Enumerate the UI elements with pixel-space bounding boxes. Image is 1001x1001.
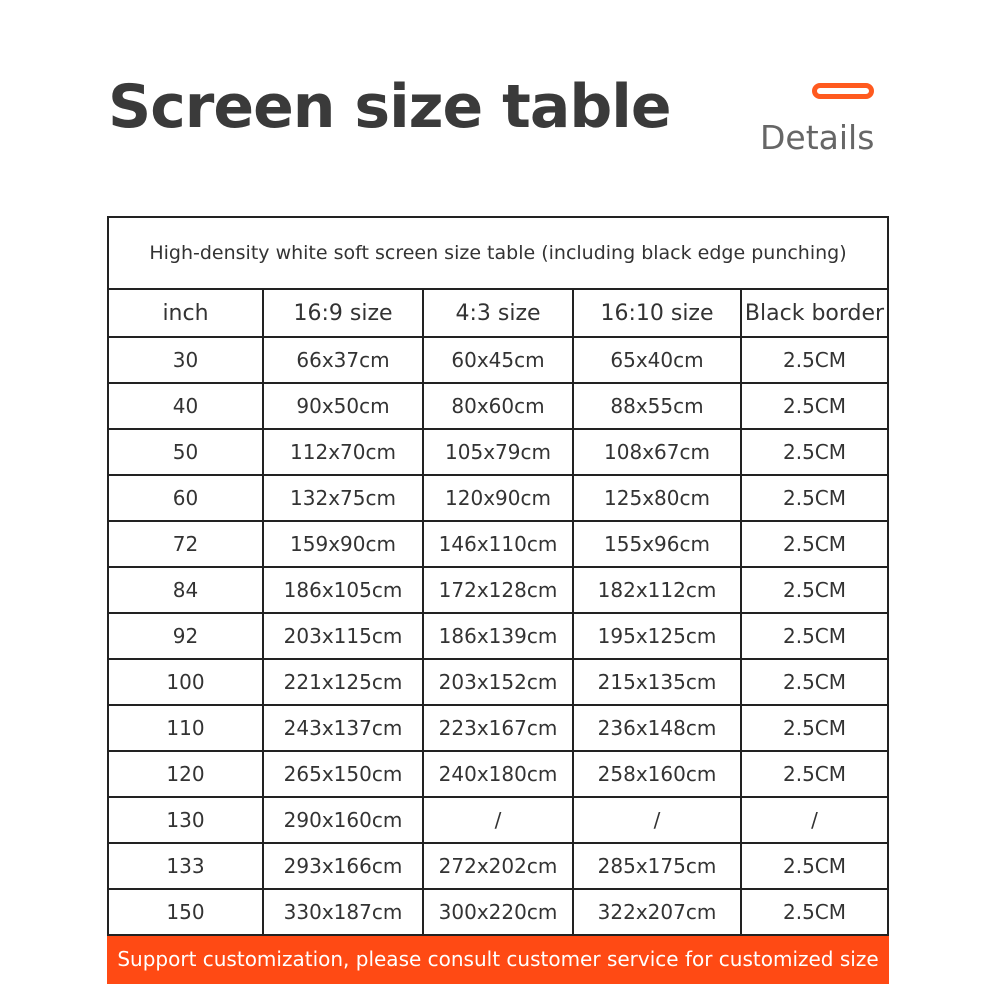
cell-16-9-size: 243x137cm bbox=[263, 705, 423, 751]
cell-4-3-size: 300x220cm bbox=[423, 889, 573, 935]
cell-black-border: 2.5CM bbox=[741, 521, 888, 567]
cell-black-border: 2.5CM bbox=[741, 889, 888, 935]
cell-4-3-size: 146x110cm bbox=[423, 521, 573, 567]
column-header-black-border: Black border bbox=[741, 289, 888, 337]
cell-16-9-size: 66x37cm bbox=[263, 337, 423, 383]
column-header-4-3: 4:3 size bbox=[423, 289, 573, 337]
cell-4-3-size: 120x90cm bbox=[423, 475, 573, 521]
cell-16-9-size: 203x115cm bbox=[263, 613, 423, 659]
cell-16-9-size: 265x150cm bbox=[263, 751, 423, 797]
cell-16-9-size: 90x50cm bbox=[263, 383, 423, 429]
cell-black-border: 2.5CM bbox=[741, 475, 888, 521]
cell-4-3-size: 186x139cm bbox=[423, 613, 573, 659]
cell-inch: 92 bbox=[108, 613, 263, 659]
cell-16-10-size: 215x135cm bbox=[573, 659, 741, 705]
cell-inch: 130 bbox=[108, 797, 263, 843]
cell-16-9-size: 112x70cm bbox=[263, 429, 423, 475]
cell-inch: 60 bbox=[108, 475, 263, 521]
cell-inch: 40 bbox=[108, 383, 263, 429]
table-row bbox=[108, 429, 888, 475]
cell-inch: 30 bbox=[108, 337, 263, 383]
cell-16-10-size: 195x125cm bbox=[573, 613, 741, 659]
column-header-inch: inch bbox=[108, 289, 263, 337]
cell-16-10-size: 285x175cm bbox=[573, 843, 741, 889]
cell-4-3-size: 223x167cm bbox=[423, 705, 573, 751]
cell-black-border: 2.5CM bbox=[741, 705, 888, 751]
column-header-16-10: 16:10 size bbox=[573, 289, 741, 337]
details-pill-icon bbox=[812, 83, 874, 99]
cell-16-10-size: / bbox=[573, 797, 741, 843]
cell-16-9-size: 159x90cm bbox=[263, 521, 423, 567]
table-header-row bbox=[108, 289, 888, 337]
table-caption: High-density white soft screen size table (including black edge punching) bbox=[108, 217, 888, 289]
cell-4-3-size: 105x79cm bbox=[423, 429, 573, 475]
table-row bbox=[108, 797, 888, 843]
cell-inch: 84 bbox=[108, 567, 263, 613]
table-row bbox=[108, 889, 888, 935]
cell-16-9-size: 186x105cm bbox=[263, 567, 423, 613]
table-row bbox=[108, 521, 888, 567]
table-row bbox=[108, 475, 888, 521]
cell-16-10-size: 182x112cm bbox=[573, 567, 741, 613]
cell-16-10-size: 88x55cm bbox=[573, 383, 741, 429]
cell-16-9-size: 293x166cm bbox=[263, 843, 423, 889]
cell-black-border: 2.5CM bbox=[741, 843, 888, 889]
table-row bbox=[108, 337, 888, 383]
cell-inch: 133 bbox=[108, 843, 263, 889]
cell-inch: 120 bbox=[108, 751, 263, 797]
cell-4-3-size: 272x202cm bbox=[423, 843, 573, 889]
cell-black-border: / bbox=[741, 797, 888, 843]
cell-black-border: 2.5CM bbox=[741, 751, 888, 797]
cell-16-9-size: 290x160cm bbox=[263, 797, 423, 843]
customization-notice: Support customization, please consult customer service for customized size bbox=[108, 935, 888, 983]
screen-size-table-container bbox=[107, 216, 887, 984]
cell-black-border: 2.5CM bbox=[741, 383, 888, 429]
cell-16-10-size: 125x80cm bbox=[573, 475, 741, 521]
table-row bbox=[108, 705, 888, 751]
cell-16-9-size: 330x187cm bbox=[263, 889, 423, 935]
cell-black-border: 2.5CM bbox=[741, 429, 888, 475]
details-label: Details bbox=[760, 118, 875, 157]
cell-black-border: 2.5CM bbox=[741, 659, 888, 705]
table-row bbox=[108, 383, 888, 429]
cell-4-3-size: / bbox=[423, 797, 573, 843]
cell-16-9-size: 221x125cm bbox=[263, 659, 423, 705]
table-row bbox=[108, 613, 888, 659]
cell-16-9-size: 132x75cm bbox=[263, 475, 423, 521]
cell-4-3-size: 172x128cm bbox=[423, 567, 573, 613]
screen-size-table bbox=[107, 216, 889, 984]
cell-4-3-size: 60x45cm bbox=[423, 337, 573, 383]
cell-inch: 110 bbox=[108, 705, 263, 751]
table-row bbox=[108, 843, 888, 889]
cell-4-3-size: 240x180cm bbox=[423, 751, 573, 797]
cell-16-10-size: 236x148cm bbox=[573, 705, 741, 751]
table-row bbox=[108, 567, 888, 613]
column-header-16-9: 16:9 size bbox=[263, 289, 423, 337]
page-title: Screen size table bbox=[108, 72, 671, 142]
cell-4-3-size: 80x60cm bbox=[423, 383, 573, 429]
cell-16-10-size: 155x96cm bbox=[573, 521, 741, 567]
cell-black-border: 2.5CM bbox=[741, 613, 888, 659]
table-row bbox=[108, 659, 888, 705]
cell-black-border: 2.5CM bbox=[741, 567, 888, 613]
cell-inch: 100 bbox=[108, 659, 263, 705]
table-footer-row bbox=[108, 935, 888, 983]
cell-inch: 50 bbox=[108, 429, 263, 475]
cell-4-3-size: 203x152cm bbox=[423, 659, 573, 705]
cell-16-10-size: 65x40cm bbox=[573, 337, 741, 383]
cell-16-10-size: 258x160cm bbox=[573, 751, 741, 797]
cell-16-10-size: 322x207cm bbox=[573, 889, 741, 935]
cell-inch: 150 bbox=[108, 889, 263, 935]
cell-inch: 72 bbox=[108, 521, 263, 567]
table-row bbox=[108, 751, 888, 797]
cell-16-10-size: 108x67cm bbox=[573, 429, 741, 475]
cell-black-border: 2.5CM bbox=[741, 337, 888, 383]
